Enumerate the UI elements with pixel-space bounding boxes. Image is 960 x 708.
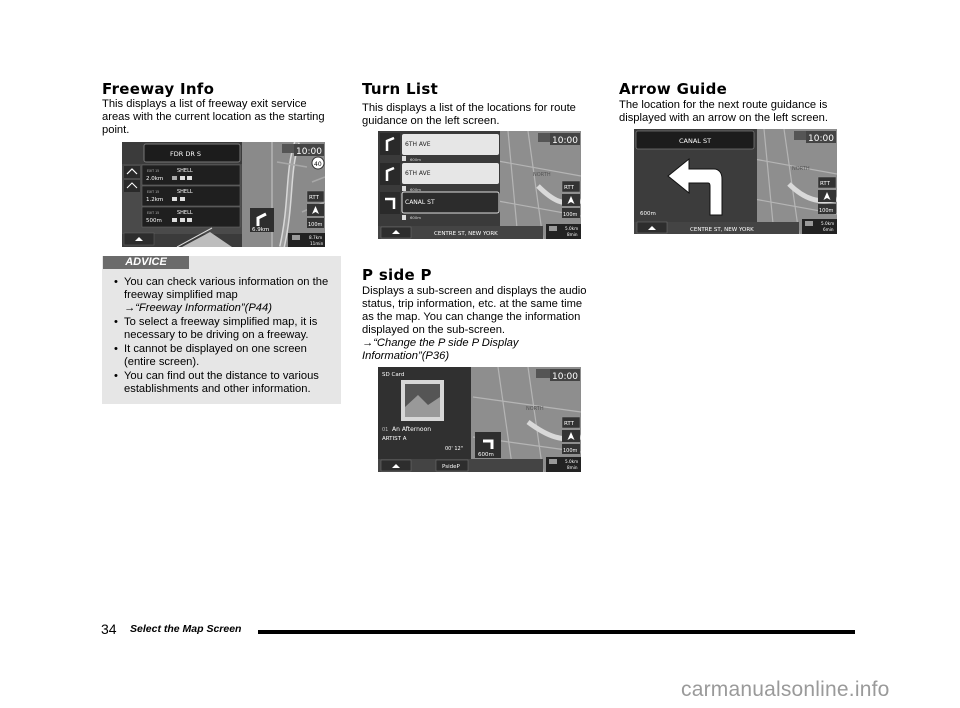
- p-side-p-screenshot: [378, 367, 581, 472]
- artist-name: ARTIST A: [382, 436, 407, 442]
- eta-distance: 5.0km: [565, 459, 579, 464]
- eta-distance: 5.0km: [821, 221, 835, 226]
- arrow-guide-heading: Arrow Guide: [619, 80, 728, 98]
- turn-street: CANAL ST: [405, 199, 435, 206]
- audio-source: SD Card: [382, 372, 405, 378]
- eta-time: 6min: [823, 227, 834, 232]
- map-area-label: NORTH: [792, 166, 810, 172]
- flag-icon: [549, 459, 557, 464]
- map-area-label: NORTH: [533, 172, 551, 178]
- flag-icon: [549, 226, 557, 231]
- elapsed-time: 00' 12": [445, 446, 463, 452]
- exit-row[interactable]: [142, 186, 240, 206]
- advice-text: It cannot be displayed on one screen (entire screen).: [124, 343, 307, 368]
- exit-distance: 2.0km: [146, 176, 164, 182]
- exit-row[interactable]: [142, 207, 240, 227]
- scale-label: 100m: [819, 208, 834, 214]
- exit-row[interactable]: [142, 165, 240, 185]
- scale-label: 100m: [308, 222, 323, 228]
- footer-rule: [258, 630, 855, 634]
- page-number: 34: [101, 621, 117, 637]
- flag-icon: [292, 235, 300, 240]
- clock: 10:00: [552, 372, 578, 382]
- exit-name: SHELL: [177, 168, 193, 174]
- rtt-label: RTT: [820, 181, 831, 187]
- turn-list-item[interactable]: [402, 163, 499, 184]
- eta-time: 8min: [567, 232, 578, 237]
- advice-item: [112, 343, 338, 369]
- arrow-guide-description: The location for the next route guidance is displayed with an arrow on the left screen.: [619, 99, 828, 124]
- rtt-label: RTT: [309, 195, 320, 201]
- advice-item: [112, 276, 338, 315]
- exit-distance: 500m: [146, 218, 162, 224]
- section-title: Select the Map Screen: [130, 623, 242, 635]
- turn-distance: 600m: [410, 215, 421, 220]
- advice-title: ADVICE: [103, 256, 189, 269]
- turn-list-item[interactable]: [402, 134, 499, 155]
- advice-box: [102, 256, 341, 404]
- pside-p-label: PsideP: [442, 464, 460, 470]
- advice-reference-link[interactable]: →“Freeway Information”(P44): [124, 302, 272, 314]
- track-number: 01: [382, 427, 389, 433]
- eta-distance: 5.0km: [565, 226, 579, 231]
- advice-item: [112, 370, 338, 396]
- p-side-p-description: [362, 285, 594, 363]
- turn-street: 6TH AVE: [405, 170, 431, 177]
- scale-label: 100m: [563, 212, 578, 218]
- flag-icon: [805, 221, 813, 226]
- current-location: CENTRE ST, NEW YORK: [434, 231, 498, 237]
- p-side-p-heading: P side P: [362, 266, 432, 284]
- freeway-info-screenshot: [122, 142, 325, 247]
- freeway-info-heading: Freeway Info: [102, 80, 215, 98]
- exit-name: SHELL: [177, 210, 193, 216]
- speed-limit-sign: 40: [314, 161, 322, 168]
- arrow-guide-screenshot: [634, 129, 837, 234]
- turn-list-screenshot: [378, 131, 581, 239]
- watermark: carmanualsonline.info: [681, 678, 890, 701]
- advice-list: [112, 276, 338, 397]
- freeway-street-name: FDR DR S: [170, 150, 202, 158]
- p-side-p-reference-link[interactable]: →“Change the P side P Display Information”(P36): [362, 337, 519, 362]
- p-side-p-body: Displays a sub-screen and displays the audio status, trip information, etc. at the same time as the map. You can change the information displayed on the sub-screen.: [362, 285, 587, 336]
- exit-label: EXIT 15: [147, 190, 160, 194]
- turn-list-heading: Turn List: [362, 80, 439, 98]
- turn-distance: 600m: [478, 452, 494, 458]
- advice-text: To select a freeway simplified map, it is necessary to be driving on a freeway.: [124, 316, 318, 341]
- rtt-label: RTT: [564, 421, 575, 427]
- advice-text: You can check various information on the freeway simplified map: [124, 276, 329, 301]
- turn-distance: 600m: [410, 187, 421, 192]
- clock: 10:00: [296, 147, 322, 157]
- eta-time: 11min: [310, 241, 324, 246]
- turn-distance: 6.9km: [252, 227, 270, 233]
- turn-list-description: This displays a list of the locations for route guidance on the left screen.: [362, 102, 576, 127]
- eta-distance: 8.7km: [309, 235, 323, 240]
- turn-street: 6TH AVE: [405, 141, 431, 148]
- freeway-info-description: This displays a list of freeway exit service areas with the current location as the starting point.: [102, 98, 325, 136]
- next-street-name: CANAL ST: [679, 137, 712, 145]
- exit-distance: 1.2km: [146, 197, 164, 203]
- exit-label: EXIT 15: [147, 169, 160, 173]
- current-location: CENTRE ST, NEW YORK: [690, 227, 754, 233]
- turn-list-item[interactable]: [402, 192, 499, 213]
- rtt-label: RTT: [564, 185, 575, 191]
- clock: 10:00: [552, 136, 578, 146]
- exit-name: SHELL: [177, 189, 193, 195]
- scale-label: 100m: [563, 448, 578, 454]
- map-area-label: NORTH: [526, 406, 544, 412]
- exit-label: EXIT 15: [147, 211, 160, 215]
- turn-distance: 600m: [640, 211, 656, 217]
- advice-item: [112, 316, 338, 342]
- track-title: An Afternoon: [392, 426, 432, 433]
- advice-text: You can find out the distance to various establishments and other information.: [124, 370, 319, 395]
- eta-time: 8min: [567, 465, 578, 470]
- turn-distance: 600m: [410, 157, 421, 162]
- clock: 10:00: [808, 134, 834, 144]
